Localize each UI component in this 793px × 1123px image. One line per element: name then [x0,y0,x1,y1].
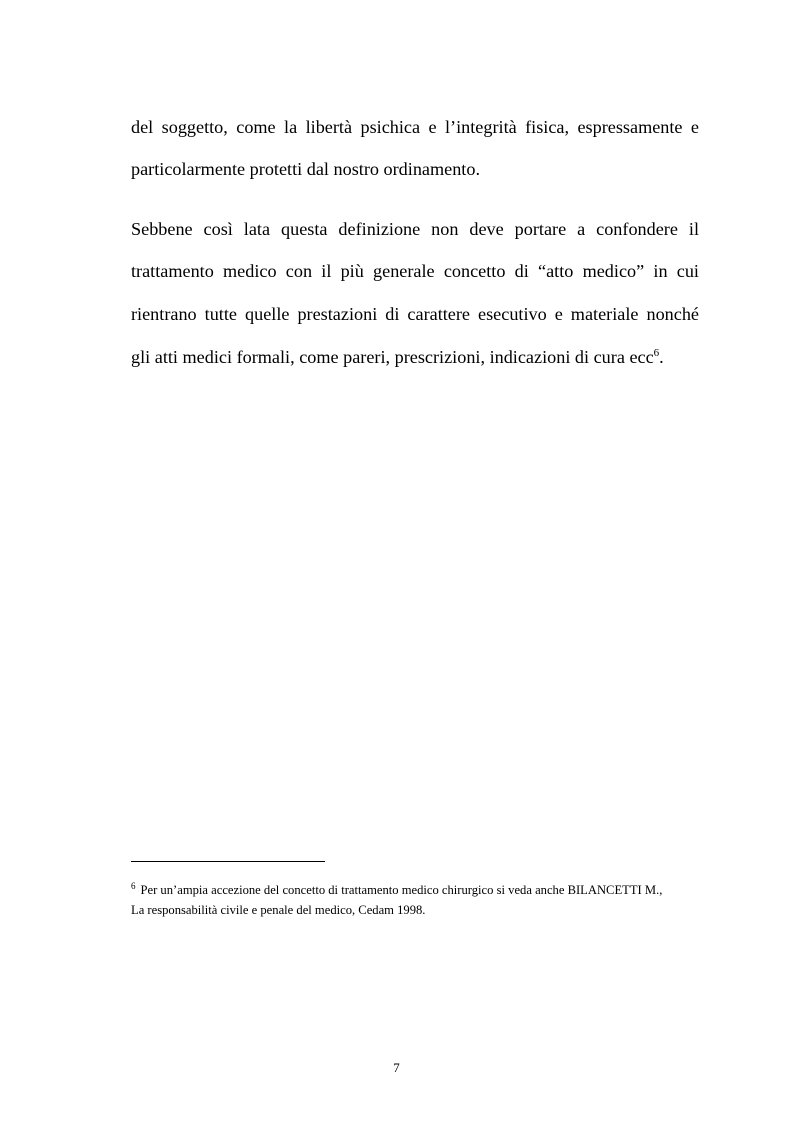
body-text-line: rientrano tutte quelle prestazioni di carattere esecutivo e materiale nonché [131,304,699,324]
footnote-number: 6 [131,881,136,891]
body-text-segment: gli atti medici formali, come pareri, prescrizioni, indicazioni di cura ecc [131,347,654,367]
body-text-line: Sebbene così lata questa definizione non deve portare a confondere il [131,219,699,239]
footnote-line [131,882,699,898]
end-punctuation: . [659,347,664,367]
body-text-line-with-footnote [131,346,699,368]
body-text-line: trattamento medico con il più generale concetto di “atto medico” in cui [131,261,699,281]
body-text-line: particolarmente protetti dal nostro ordinamento. [131,159,480,179]
footnote-line: La responsabilità civile e penale del medico, Cedam 1998. [131,903,426,917]
footnote-text: Per un’ampia accezione del concetto di trattamento medico chirurgico si veda anche BILANCETTI M., [140,883,663,897]
footnote-reference[interactable]: 6 [653,347,660,359]
page-number: 7 [393,1060,400,1075]
body-text-line: del soggetto, come la libertà psichica e l’integrità fisica, espressamente e [131,117,699,137]
footnote-separator [131,861,325,862]
